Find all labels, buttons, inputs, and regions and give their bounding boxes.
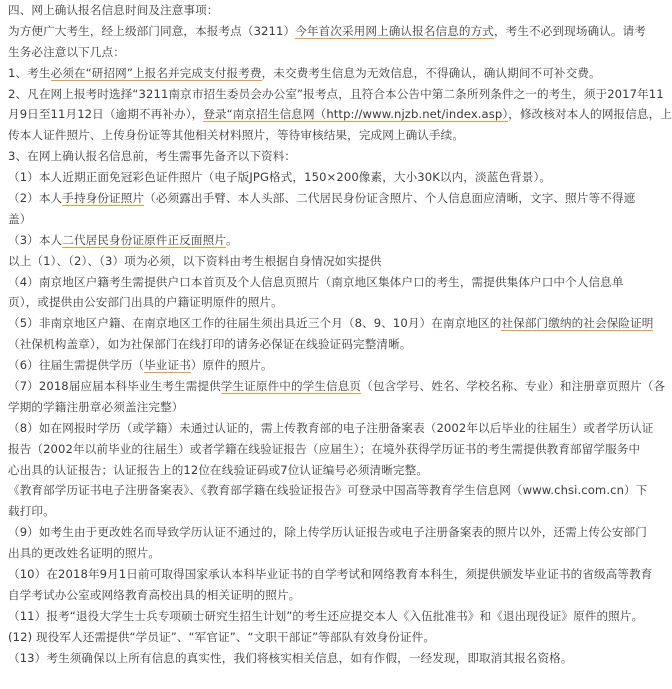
text-segment: 学期的学籍注册章必须盖注完整） bbox=[8, 399, 184, 414]
text-segment: （3）本人 bbox=[8, 232, 63, 247]
text-segment: 报告（2002年以前毕业的往届生）或者学籍在线验证报告（应届生）；在境外获得学历证书的考生需提供教育部留学服务中 bbox=[8, 441, 641, 456]
text-segment: （2）本人 bbox=[8, 191, 63, 206]
text-segment: 《教育部学历证书电子注册备案表》、《教育部学籍在线验证报告》可登录中国高等教育学生信息网（www.chsi.com.cn）下 bbox=[8, 483, 648, 498]
text-segment: （必须露出手臂、本人头部、二代居民身份证含照片、个人信息面应清晰，文字、照片等不得遮 bbox=[144, 191, 636, 206]
text-line bbox=[8, 21, 646, 42]
text-line bbox=[8, 209, 634, 230]
text-line bbox=[8, 292, 634, 313]
text-line bbox=[8, 397, 634, 418]
text-segment: 2、凡在网上报考时选择“3211南京市招生委员会办公室”报考点，且符合本公告中第二条所列条件之一的考生，须于2017年11 bbox=[8, 86, 664, 101]
highlighted-text: 学生证原件中的学生信息页 bbox=[220, 379, 362, 394]
text-segment: 1、考生 bbox=[8, 65, 51, 80]
text-segment: 四、网上确认报名信息时间及注意事项： bbox=[8, 3, 219, 17]
text-line bbox=[8, 627, 634, 648]
text-segment: ，未交费考生信息为无效信息，不得确认，确认期间不可补交费。 bbox=[261, 65, 601, 80]
text-line bbox=[8, 606, 644, 627]
text-segment: 生务必注意以下几点： bbox=[8, 44, 125, 59]
text-segment: （13）考生须确保以上所有信息的真实性，我们将核实相关信息，如有作假，一经发现，即取消其报名资格。 bbox=[8, 650, 573, 665]
text-line bbox=[8, 480, 648, 501]
text-segment: （8）如在网报时学历（或学籍）未通过认证的，需上传教育部的电子注册备案表（2002年以后毕业的往届生）或者学历认证 bbox=[8, 420, 654, 435]
text-line bbox=[8, 230, 634, 251]
text-segment: 盖） bbox=[8, 211, 32, 226]
highlighted-text: 社保部门缴纳的社会保险证明 bbox=[501, 316, 654, 331]
text-line bbox=[8, 501, 634, 522]
text-segment: 出具的更改姓名证明的照片。 bbox=[8, 546, 161, 561]
text-segment: 3、在网上确认报名信息前，考生需事先备齐以下资料： bbox=[8, 149, 297, 164]
text-line bbox=[8, 0, 634, 21]
text-segment: （6）往届生需提供学历（ bbox=[8, 358, 145, 373]
text-line bbox=[8, 42, 634, 63]
text-segment: 为方便广大考生，经上级部门同意，本报考点（3211） bbox=[8, 23, 296, 38]
text-line bbox=[8, 63, 634, 84]
text-segment: （5）非南京地区户籍、在南京地区工作的往届生须出具近三个月（8、9、10月）在南京地区的 bbox=[8, 316, 502, 331]
text-segment: ）原件的照片。 bbox=[190, 358, 273, 373]
highlighted-text: 手持身份证照片 bbox=[62, 191, 145, 206]
text-segment: （7）2018届应届本科毕业生考生需提供 bbox=[8, 379, 221, 394]
text-segment: 传本人证件照片、上传身份证等其他相关材料照片，等待审核结果，完成网上确认手续。 bbox=[8, 128, 465, 143]
text-line bbox=[8, 460, 634, 481]
text-line bbox=[8, 439, 641, 460]
text-segment: (12) 现役军人还需提供“学员证”、“军官证”、“文职干部证”等部队有效身份证件。 bbox=[8, 629, 436, 644]
highlighted-text: 必须在“研招网”上报名并完成支付报考费 bbox=[50, 65, 262, 80]
text-line bbox=[8, 522, 647, 543]
text-line bbox=[8, 313, 654, 334]
text-segment: （4）南京地区户籍考生需提供户口本首页及个人信息页照片（南京地区集体户口的考生，需提供集体户口中个人信息单 bbox=[8, 274, 624, 289]
text-line bbox=[8, 418, 654, 439]
text-segment: 自学考试办公室或网络教育高校出具的相关证明的照片。 bbox=[8, 587, 301, 602]
text-segment: 。 bbox=[225, 232, 238, 247]
text-line bbox=[8, 543, 634, 564]
text-line bbox=[8, 251, 634, 272]
text-segment: 页），或提供由公安部门出具的户籍证明原件的照片。 bbox=[8, 295, 283, 310]
highlighted-text: 今年首次采用网上确认报名信息的方式 bbox=[295, 23, 494, 38]
text-segment: 心出具的认证报告；认证报告上的12位在线验证码或7位认证编号必须清晰完整。 bbox=[8, 462, 429, 477]
highlighted-text: 毕业证书 bbox=[144, 358, 191, 373]
text-line bbox=[8, 84, 664, 105]
text-segment: （1）本人近期正面免冠彩色证件照片（电子版JPG格式，150×200像素，大小30K以内，淡蓝色背景）。 bbox=[8, 170, 552, 185]
text-segment: ，考生不必到现场确认。请考 bbox=[493, 23, 646, 38]
text-segment: （11）报考“退役大学生士兵专项硕士研究生招生计划”的考生还应提交本人《入伍批准书》和《退出现役证》原件的照片。 bbox=[8, 608, 644, 623]
text-line bbox=[8, 564, 653, 585]
text-segment: ，修改核对本人的网报信息，上 bbox=[508, 107, 672, 122]
text-line bbox=[8, 355, 634, 376]
text-line bbox=[8, 104, 672, 125]
text-segment: （10）在2018年9月1日前可取得国家承认本科毕业证书的自学考试和网络教育本科生，须提供颁发毕业证书的省级高等教育 bbox=[8, 567, 653, 582]
text-segment: 月9日至11月12日（逾期不再补办）， bbox=[8, 107, 204, 122]
text-line bbox=[8, 188, 634, 209]
text-segment: 载打印。 bbox=[8, 504, 55, 519]
text-line bbox=[8, 167, 634, 188]
text-line bbox=[8, 376, 666, 397]
text-line bbox=[8, 272, 634, 293]
text-line bbox=[8, 648, 634, 669]
text-segment: （包含学号、姓名、学校名称、专业）和注册章页照片（各 bbox=[361, 379, 666, 394]
text-segment: 以上（1）、（2）、（3）项为必须，以下资料由考生根据自身情况如实提供 bbox=[8, 253, 382, 268]
text-line bbox=[8, 146, 634, 167]
text-segment: （9）如考生由于更改姓名而导致学历认证不通过的，除上传学历认证报告或电子注册备案表的照片以外，还需上传公安部门 bbox=[8, 525, 647, 540]
text-line bbox=[8, 585, 634, 606]
highlighted-text: 登录“南京招生信息网（http://www.njzb.net/index.asp） bbox=[203, 107, 509, 122]
text-segment: （社保机构盖章），如为社保部门在线打印的请务必保证在线验证码完整清晰。 bbox=[8, 337, 412, 352]
highlighted-text: 二代居民身份证原件正反面照片 bbox=[62, 232, 226, 247]
text-line bbox=[8, 125, 634, 146]
text-line bbox=[8, 334, 634, 355]
